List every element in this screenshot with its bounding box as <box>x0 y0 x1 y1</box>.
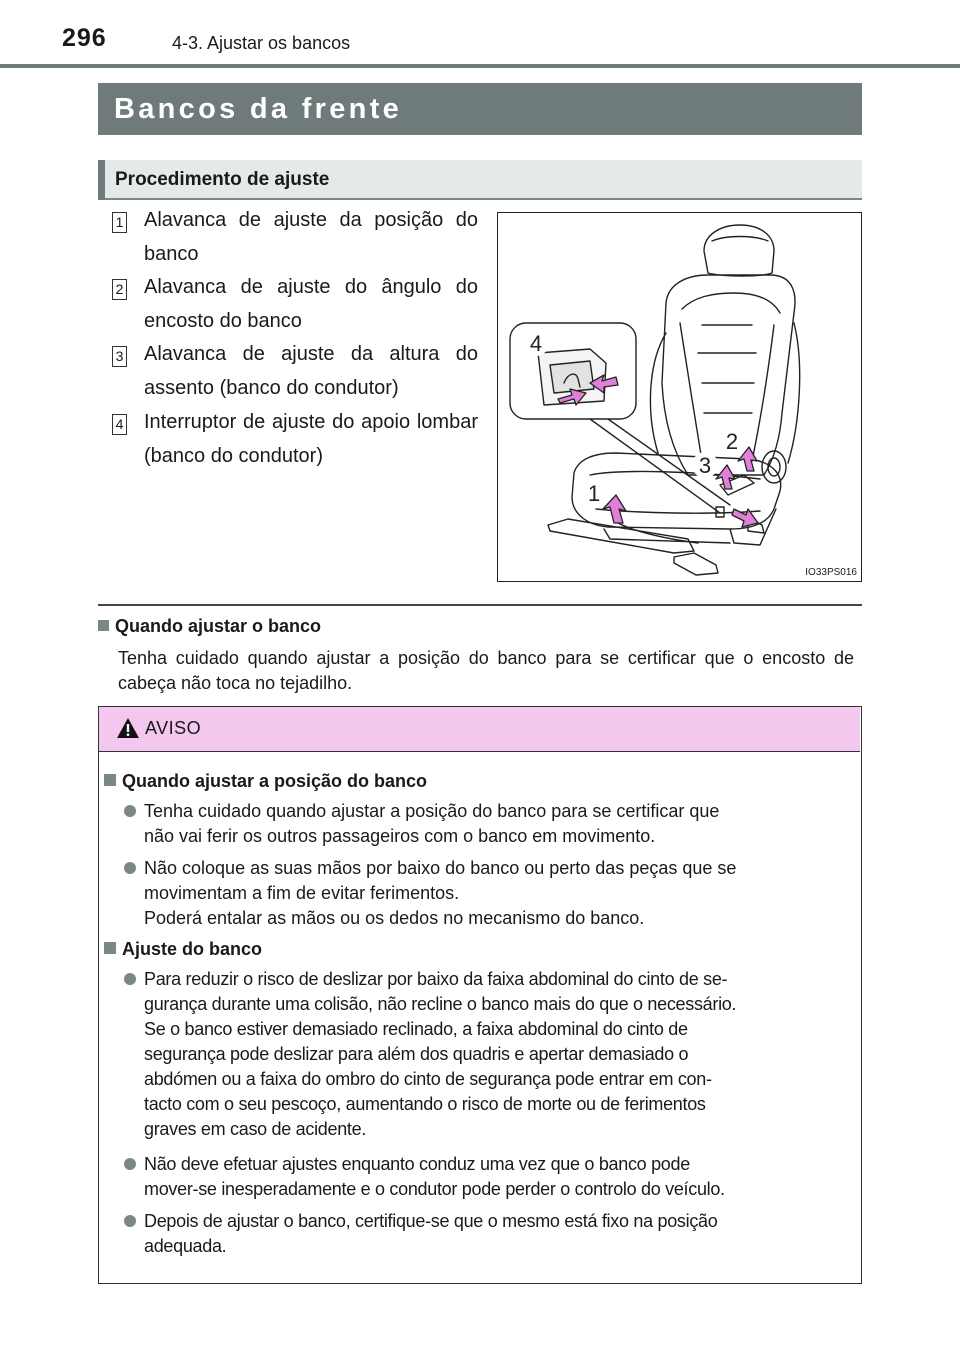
note-heading <box>98 616 321 637</box>
item-number-4: 4 <box>112 414 127 435</box>
item-number-2: 2 <box>112 279 127 300</box>
bullet-dot-icon <box>124 805 136 817</box>
subsection-bar <box>98 160 862 200</box>
warning-bullet: Tenha cuidado quando ajustar a posição do banco para se certificar que não vai ferir os outros passageiros com o banco em movimento. <box>124 799 854 849</box>
title-bar <box>98 83 862 135</box>
callout-2: 2 <box>725 429 739 454</box>
section-divider <box>98 604 862 606</box>
note-body: Tenha cuidado quando ajustar a posição do banco para se certificar que o encosto de cabeça não toca no tejadilho. <box>118 648 854 693</box>
square-bullet-icon <box>104 942 116 954</box>
warning-label: AVISO <box>145 718 202 738</box>
bullet-dot-icon <box>124 862 136 874</box>
callout-3: 3 <box>698 453 712 478</box>
note-heading-text: Quando ajustar o banco <box>115 616 322 636</box>
bullet-dot-icon <box>124 973 136 985</box>
warning-bullet: Depois de ajustar o banco, certifique-se que o mesmo está fixo na posição adequada. <box>124 1209 854 1259</box>
list-item: Alavanca de ajuste da posição do banco <box>144 209 478 265</box>
warning-subheading: Quando ajustar a posição do banco <box>104 771 427 792</box>
warning-bullet: Não deve efetuar ajustes enquanto conduz uma vez que o banco pode mover-se inesperadamente e o condutor pode perder o controlo do veículo. <box>124 1152 854 1202</box>
square-bullet-icon <box>104 774 116 786</box>
list-item: Interruptor de ajuste do apoio lombar (banco do condutor) <box>144 411 478 467</box>
warning-bullet: Não coloque as suas mãos por baixo do banco ou perto das peças que se movimentam a fim de evitar ferimentos. Poderá entalar as mãos ou os dedos no mecanismo do banco. <box>124 856 854 931</box>
list-item: Alavanca de ajuste do ângulo do encosto do banco <box>144 276 478 332</box>
bullet-dot-icon <box>124 1215 136 1227</box>
square-bullet-icon <box>98 620 109 631</box>
callout-1: 1 <box>587 481 601 506</box>
warning-subheading: Ajuste do banco <box>104 939 262 960</box>
subsection-title: Procedimento de ajuste <box>115 169 330 190</box>
figure-code: IO33PS016 <box>805 567 857 578</box>
item-number-1: 1 <box>112 212 127 233</box>
list-item: Alavanca de ajuste da altura do assento (banco do condutor) <box>144 343 478 399</box>
bullet-dot-icon <box>124 1158 136 1170</box>
seat-illustration <box>497 212 862 582</box>
header-rule <box>0 64 960 68</box>
page-number: 296 <box>62 24 107 52</box>
page-title: Bancos da frente <box>114 93 403 125</box>
warning-triangle-icon <box>116 717 140 739</box>
warning-box <box>98 706 862 1284</box>
warning-bullet: Para reduzir o risco de deslizar por baixo da faixa abdominal do cinto de se- gurança durante uma colisão, não recline o banco mais do que o necessário. Se o banco estiver demasiado reclinado, a faixa abdominal do cinto de segurança pode deslizar para além dos quadris e apertar demasiado o abdómen ou a faixa do ombro do cinto de segurança pode entrar em con- tacto com o seu pescoço, aumentando o risco de morte ou de ferimentos graves em caso de acidente. <box>124 967 854 1142</box>
seat-drawing <box>498 213 863 583</box>
warning-header <box>99 707 860 752</box>
item-number-3: 3 <box>112 346 127 367</box>
subsection-accent <box>98 160 105 200</box>
section-reference: 4-3. Ajustar os bancos <box>172 33 351 53</box>
callout-4: 4 <box>529 331 543 356</box>
